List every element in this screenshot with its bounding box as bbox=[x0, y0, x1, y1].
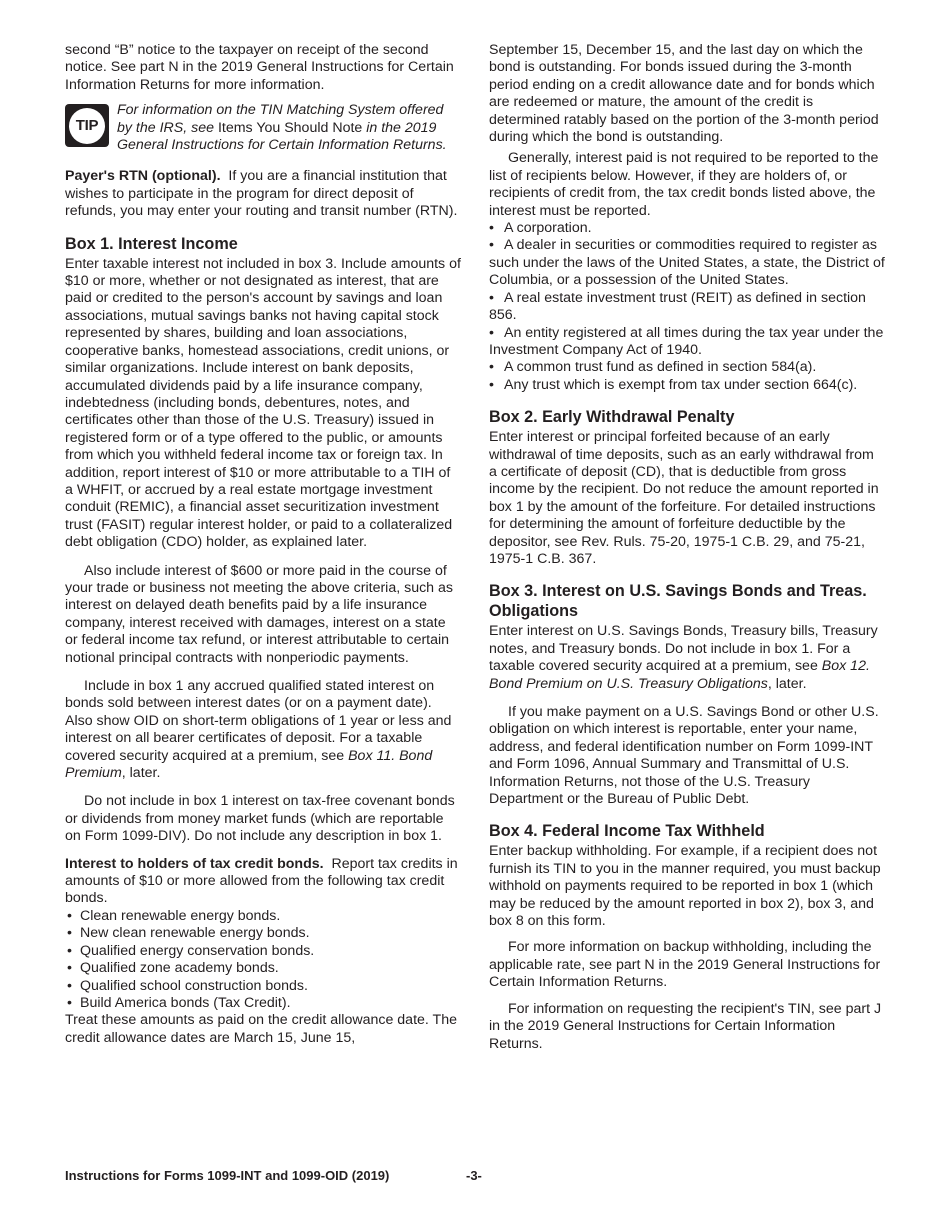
bullet-icon: • bbox=[489, 220, 494, 237]
list-item: • Clean renewable energy bonds. bbox=[67, 907, 281, 924]
recipients-list bbox=[489, 220, 885, 394]
list-item: • Build America bonds (Tax Credit). bbox=[67, 994, 291, 1011]
box1-paragraph-2: Also include interest of $600 or more paid in the course of your trade or business not meeting the above criteria, such as interest on delayed death benefits paid by a life insurance company, interest received with damages, interest on a state or federal income tax refund, or interest attributable to certain notional principal contracts with nonperiodic payments. bbox=[65, 562, 454, 666]
list-item: • Any trust which is exempt from tax under section 664(c). bbox=[489, 376, 858, 393]
tip-icon-label: TIP bbox=[75, 117, 99, 135]
payer-rtn-label: Payer's RTN (optional). bbox=[65, 168, 221, 185]
tip-icon bbox=[65, 104, 109, 147]
box3-heading: Box 3. Interest on U.S. Savings Bonds and Treas. Obligations bbox=[489, 582, 867, 621]
bullet-icon: • bbox=[67, 907, 72, 924]
list-item: • Qualified school construction bonds. bbox=[67, 977, 308, 994]
payer-rtn-paragraph: Payer's RTN (optional). If you are a financial institution that wishes to participate in the program for direct deposit of refunds, you may enter your routing and transit number (RTN). bbox=[65, 168, 458, 220]
credit-allowance-paragraph: Treat these amounts as paid on the credit allowance date. The credit allowance dates are March 15, June 15, bbox=[65, 1012, 457, 1046]
tax-credit-bonds-list bbox=[65, 908, 461, 1012]
bullet-icon: • bbox=[489, 237, 494, 254]
box4-paragraph-2: For more information on backup withholding, including the applicable rate, see part N in the 2019 General Instructions for Certain Information Returns. bbox=[489, 939, 881, 991]
list-item: • Qualified zone academy bonds. bbox=[67, 960, 279, 977]
list-item: • A real estate investment trust (REIT) as defined in section 856. bbox=[489, 289, 866, 324]
left-column bbox=[65, 42, 461, 1047]
box1-paragraph-4: Do not include in box 1 interest on tax-free covenant bonds or dividends from money market funds (which are reportable on Form 1099-DIV). Do not include any description in box 1. bbox=[65, 793, 455, 845]
page-number: -3- bbox=[466, 1168, 482, 1183]
bullet-icon: • bbox=[67, 942, 72, 959]
footer-title: Instructions for Forms 1099-INT and 1099-OID (2019) bbox=[65, 1168, 390, 1183]
box1-paragraph-1: Enter taxable interest not included in box 3. Include amounts of $10 or more, whether or not designated as interest, that are paid or credited to the person's account by savings and loan associations, mutual savings banks not having capital stock represented by shares, building and loan associations, cooperative banks, homestead associations, credit unions, or similar organizations. Include interest on bank deposits, accumulated dividends paid by a life insurance company, indebtedness (including bonds, debentures, notes, and certificates other than those of the U.S. Treasury) issued in registered form or of a type offered to the public, or amounts from which you withheld federal income tax or foreign tax. In addition, report interest of $10 or more attributable to a TIH of a WHFIT, or accrued by a real estate mortgage investment conduit (REMIC), a financial asset securitization investment trust (FASIT) regular interest holder, or paid to a collateralized debt obligation (CDO) holder, as explained later. bbox=[65, 255, 461, 551]
bullet-icon: • bbox=[489, 376, 494, 393]
box3-paragraph-2: If you make payment on a U.S. Savings Bond or other U.S. obligation on which interest is reportable, enter your name, address, and federal identification number on Form 1099-INT and Form 1096, Annual Summary and Transmittal of U.S. Information Returns, not those of the U.S. Treasury Department or the Bureau of Public Debt. bbox=[489, 704, 879, 808]
right-column bbox=[489, 42, 885, 1053]
tip-reference: Items You Should Note bbox=[217, 119, 363, 136]
bullet-icon: • bbox=[67, 925, 72, 942]
box2-heading: Box 2. Early Withdrawal Penalty bbox=[489, 408, 735, 427]
bullet-icon: • bbox=[489, 289, 494, 306]
continuation-paragraph: September 15, December 15, and the last day on which the bond is outstanding. For bonds issued during the 3-month period ending on a credit allowance date and for bonds which are redeemed or mature, the amount of the credit is determined ratably based on the portion of the 3-month period during which the bond is outstanding. bbox=[489, 42, 879, 146]
list-item: • A corporation. bbox=[489, 220, 592, 237]
bullet-icon: • bbox=[489, 359, 494, 376]
list-item: • A common trust fund as defined in section 584(a). bbox=[489, 359, 817, 376]
box3-paragraph-1: Enter interest on U.S. Savings Bonds, Treasury bills, Treasury notes, and Treasury bonds. Do not include in box 1. For a taxable covered security acquired at a premium, see Box 12. Bond Premium on U.S. Treasury Obligations, later. bbox=[489, 623, 878, 692]
intro-paragraph: second “B” notice to the taxpayer on receipt of the second notice. See part N in the 2019 General Instructions for Certain Information Returns for more information. bbox=[65, 42, 454, 93]
tip-box bbox=[65, 102, 461, 154]
box4-heading: Box 4. Federal Income Tax Withheld bbox=[489, 822, 765, 841]
generally-paragraph: Generally, interest paid is not required to be reported to the list of recipients below. However, if they are holders of, or recipients of credit from, the tax credit bonds listed above, the interest must be reported. bbox=[489, 150, 879, 219]
tip-text: For information on the TIN Matching System offered by the IRS, see Items You Should Note in the 2019 General Instructions for Certain Information Returns. bbox=[117, 102, 447, 154]
box2-paragraph-1: Enter interest or principal forfeited because of an early withdrawal of time deposits, such as an early withdrawal from a certificate of deposit (CD), that is deductible from gross income by the recipient. Do not reduce the amount reported in box 1 by the amount of the forfeiture. For detailed instructions for determining the amount of forfeiture deductible by the depositor, see Rev. Ruls. 75-20, 1975-1 C.B. 29, and 75-21, 1975-1 C.B. 367. bbox=[489, 429, 879, 567]
bullet-icon: • bbox=[67, 960, 72, 977]
box4-paragraph-3: For information on requesting the recipient's TIN, see part J in the 2019 General Instructions for Certain Information Returns. bbox=[489, 1000, 882, 1052]
list-item: • An entity registered at all times during the tax year under the Investment Company Act of 1940. bbox=[489, 324, 884, 358]
bullet-icon: • bbox=[489, 324, 494, 341]
list-item: • Qualified energy conservation bonds. bbox=[67, 942, 315, 959]
list-item: • A dealer in securities or commodities required to register as such under the laws of the United States, a state, the District of Columbia, or a possession of the United States. bbox=[489, 237, 885, 289]
box12-reference: Box 12. Bond Premium on U.S. Treasury Obligations bbox=[489, 658, 870, 692]
bullet-icon: • bbox=[67, 994, 72, 1011]
list-item: • New clean renewable energy bonds. bbox=[67, 925, 310, 942]
tax-credit-bonds-paragraph: Interest to holders of tax credit bonds. Report tax credits in amounts of $10 or more allowed from the following tax credit bonds. bbox=[65, 855, 458, 907]
box1-paragraph-3: Include in box 1 any accrued qualified stated interest on bonds sold between interest dates (or on a payment date). Also show OID on short-term obligations of 1 year or less and interest on all bearer certificates of deposit. For a taxable covered security acquired at a premium, see Box 11. Bond Premium, later. bbox=[65, 678, 452, 782]
box4-paragraph-1: Enter backup withholding. For example, if a recipient does not furnish its TIN to you in the manner required, you must backup withhold on payments required to be reported in box 1 (which may be reduced by the amount reported in box 2), box 3, and box 8 on this form. bbox=[489, 843, 881, 930]
tax-credit-bonds-label: Interest to holders of tax credit bonds. bbox=[65, 855, 324, 872]
box11-reference: Box 11. Bond Premium bbox=[65, 747, 433, 782]
box1-heading: Box 1. Interest Income bbox=[65, 234, 238, 253]
bullet-icon: • bbox=[67, 977, 72, 994]
